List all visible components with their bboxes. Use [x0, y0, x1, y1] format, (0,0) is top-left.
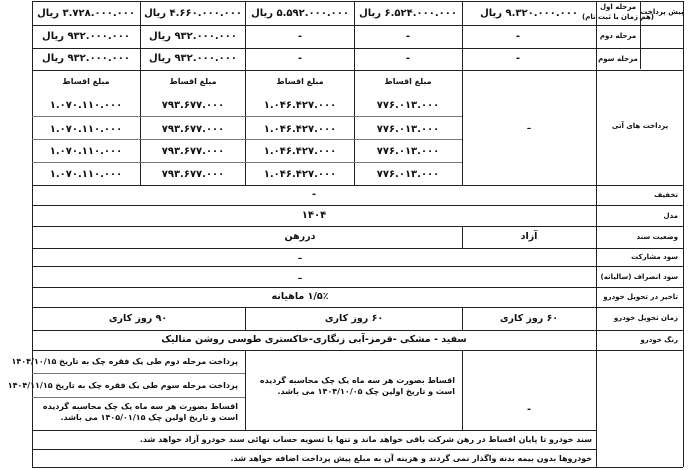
row-separator [32, 116, 462, 117]
stage3-value: ۹۳۲.۰۰۰.۰۰۰ ریال [42, 53, 130, 64]
installment-value: ۷۹۳.۶۷۷.۰۰۰ [161, 169, 225, 180]
table-border [462, 430, 596, 431]
table-border [32, 467, 683, 468]
table-border [140, 1, 141, 185]
table-border [32, 449, 596, 450]
table-border [32, 350, 683, 351]
installment-value: ۱.۰۷۰.۱۱۰.۰۰۰ [49, 146, 123, 157]
discount-label: تخفیف [654, 191, 678, 199]
table-border [32, 287, 683, 288]
table-border [32, 248, 683, 249]
stage1-value: ۹.۳۲۰.۰۰۰.۰۰۰ ریال [480, 8, 578, 19]
document-status-label: وضعیت سند [636, 233, 678, 241]
table-border [32, 48, 683, 49]
participation-profit-label: سود مشارکت [631, 253, 678, 261]
stage2-label: مرحله دوم [599, 32, 637, 40]
stage1-value: ۴.۶۶۰.۰۰۰.۰۰۰ ریال [144, 8, 242, 19]
installment-value: ۷۷۶.۰۱۳.۰۰۰ [376, 100, 440, 111]
table-border [245, 350, 246, 430]
stage3-label: مرحله سوم [598, 55, 638, 63]
table-border [32, 70, 683, 71]
installment-value: ۱.۰۷۰.۱۱۰.۰۰۰ [49, 100, 123, 111]
installments-label: پرداخت های آتی [611, 122, 669, 130]
stage2-value: ۹۳۲.۰۰۰.۰۰۰ ریال [149, 31, 237, 42]
checks-middle-note: اقساط بصورت هر سه ماه یک چک محاسبه گردیده است و تاریخ اولین چک ۱۴۰۴/۱۰/۰۵ می باشد. [259, 376, 455, 396]
table-border [32, 307, 683, 308]
stage2-value: ۹۳۲.۰۰۰.۰۰۰ ریال [42, 31, 130, 42]
table-border [462, 307, 463, 330]
discount-value: - [312, 189, 316, 200]
table-border [462, 226, 463, 248]
stage1-value: ۵.۵۹۲.۰۰۰.۰۰۰ ریال [251, 8, 349, 19]
document-status-free: آزاد [520, 231, 538, 242]
table-border [596, 1, 597, 467]
installment-value: ۱.۰۷۰.۱۱۰.۰۰۰ [49, 169, 123, 180]
row-separator [32, 139, 462, 140]
table-border [32, 430, 462, 431]
installment-value: ۱.۰۴۶.۴۲۷.۰۰۰ [263, 100, 337, 111]
prepayment-label: پیش پرداخت [640, 8, 684, 16]
stage1-value: ۶.۵۲۴.۰۰۰.۰۰۰ ریال [359, 8, 457, 19]
installment-value: ۷۷۶.۰۱۳.۰۰۰ [376, 169, 440, 180]
cancellation-profit-value: ـ [298, 271, 302, 282]
row-separator [32, 162, 462, 163]
check-condition: پرداخت مرحله سوم طی یک فقره چک به تاریخ ۱۴۰۴/۱۱/۱۵ [7, 381, 238, 390]
installment-value: ۷۹۳.۶۷۷.۰۰۰ [161, 124, 225, 135]
installment-value: ۷۷۶.۰۱۳.۰۰۰ [376, 146, 440, 157]
stage3-value: - [297, 53, 303, 64]
table-border [32, 1, 683, 2]
model-value: ۱۴۰۴ [301, 210, 327, 221]
stage1-label: مرحله اول [599, 3, 637, 11]
stage1-sub-label: (هم زمان با ثبت نام) [582, 13, 654, 21]
stage2-value: - [405, 31, 411, 42]
table-border [245, 307, 246, 330]
table-border [462, 350, 463, 430]
installment-header: مبلغ اقساط [62, 77, 110, 86]
installment-header: مبلغ اقساط [384, 77, 432, 86]
table-border [32, 205, 683, 206]
checks-dash: - [527, 404, 531, 415]
table-border [32, 185, 683, 186]
installment-header: مبلغ اقساط [276, 77, 324, 86]
table-border [683, 1, 684, 467]
table-border [32, 330, 683, 331]
installment-header: مبلغ اقساط [169, 77, 217, 86]
check-condition: پرداخت مرحله دوم طی یک فقره چک به تاریخ ۱۴۰۴/۱۰/۱۵ [11, 357, 238, 366]
table-border [32, 266, 683, 267]
installment-value: ۷۹۳.۶۷۷.۰۰۰ [161, 146, 225, 157]
delivery-time-value: ۹۰ روز کاری [108, 313, 168, 324]
installment-value: ۱.۰۴۶.۴۲۷.۰۰۰ [263, 169, 337, 180]
footer-note: خودروها بدون بیمه بدنه واگذار نمی گردند و هزینه آن به مبلغ پیش پرداخت اضافه خواهد شد. [230, 454, 592, 463]
document-status-mortgage: دررهن [284, 231, 316, 242]
row-separator [32, 373, 245, 374]
stage3-value: ۹۳۲.۰۰۰.۰۰۰ ریال [149, 53, 237, 64]
installment-value: ۷۷۶.۰۱۳.۰۰۰ [376, 124, 440, 135]
installment-value: ۱.۰۷۰.۱۱۰.۰۰۰ [49, 124, 123, 135]
footer-note: سند خودرو تا پایان اقساط در رهن شرکت باقی خواهد ماند و تنها با تسویه حساب نهائی سند خودرو آزاد خواهد شد. [139, 435, 592, 444]
delivery-delay-value: ۱/۵٪ ماهیانه [271, 291, 329, 302]
model-label: مدل [663, 212, 678, 220]
delivery-delay-label: تاخیر در تحویل خودرو [603, 293, 678, 301]
row-separator [32, 397, 245, 398]
stage2-value: - [297, 31, 303, 42]
installment-value: ۱.۰۴۶.۴۲۷.۰۰۰ [263, 146, 337, 157]
cancellation-profit-label: سود انصراف (سالیانه) [600, 273, 678, 281]
participation-profit-value: ـ [298, 251, 302, 262]
stage1-value: ۳.۷۲۸.۰۰۰.۰۰۰ ریال [37, 8, 135, 19]
installment-value: ۷۹۳.۶۷۷.۰۰۰ [161, 100, 225, 111]
stage2-value: - [515, 31, 521, 42]
car-color-label: رنگ خودرو [640, 336, 678, 344]
table-border [245, 1, 246, 185]
delivery-time-label: زمان تحویل خودرو [613, 314, 678, 322]
check-condition: اقساط بصورت هر سه ماه یک چک محاسبه گردیده است و تاریخ اولین چک ۱۴۰۵/۰۱/۱۵ می باشد. [42, 402, 238, 422]
installments-dash: ـ [527, 121, 531, 132]
delivery-time-value: ۶۰ روز کاری [324, 313, 384, 324]
delivery-time-value: ۶۰ روز کاری [499, 313, 559, 324]
car-color-value: سفید - مشکی -قرمز-آبی زنگاری-خاکستری طوسی روشن متالیک [161, 334, 467, 345]
table-border [354, 1, 355, 185]
stage3-value: - [515, 53, 521, 64]
table-border [32, 226, 683, 227]
installment-value: ۱.۰۴۶.۴۲۷.۰۰۰ [263, 124, 337, 135]
table-border [462, 1, 463, 185]
stage3-value: - [405, 53, 411, 64]
table-border [32, 25, 683, 26]
